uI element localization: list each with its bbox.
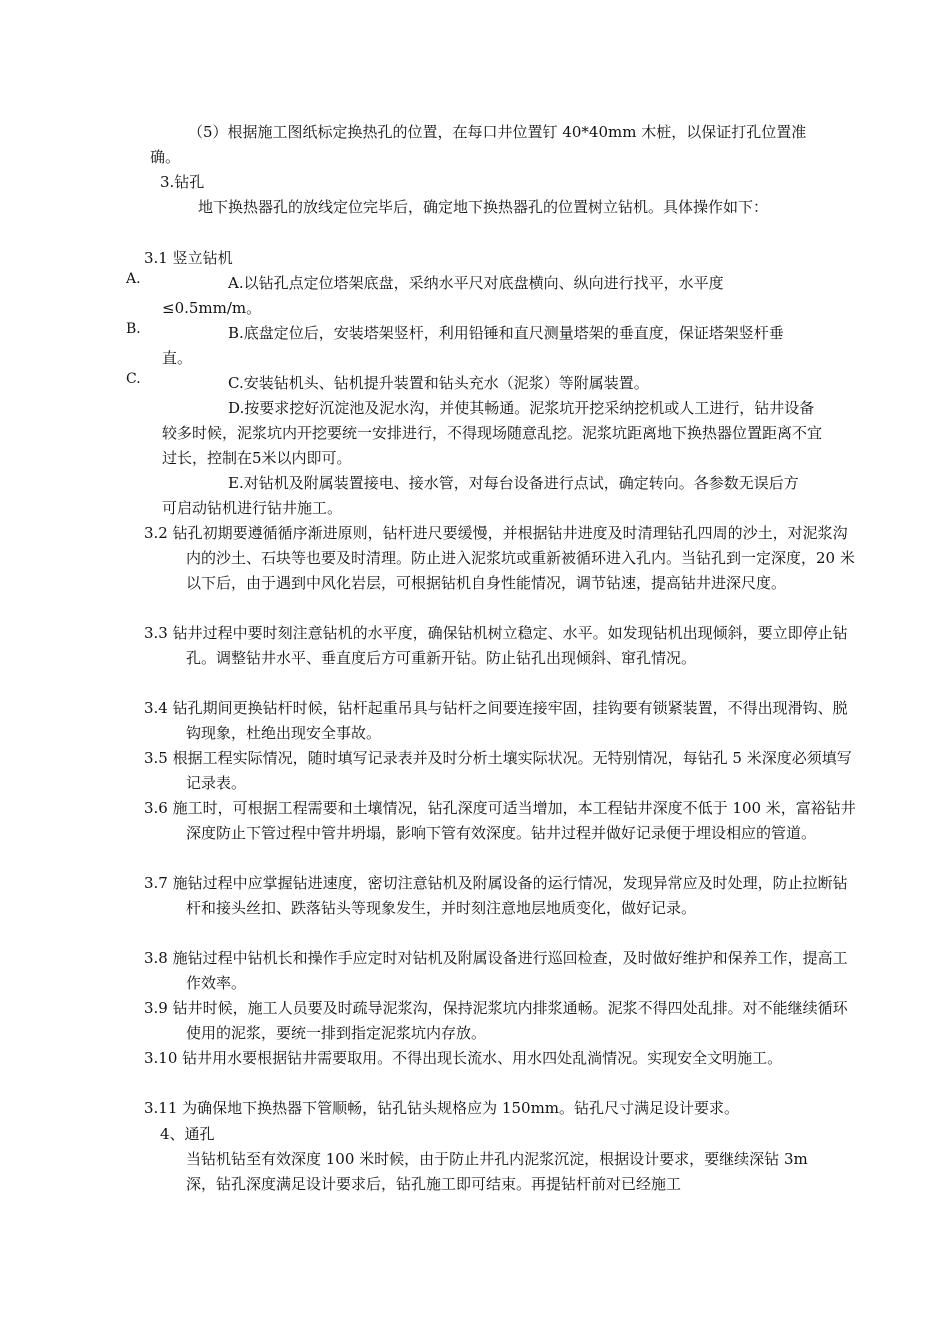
clause-3-7: 3.7 施钻过程中应掌握钻进速度，密切注意钻机及附属设备的运行情况，发现异常应及时处理，防止拉断钻杆和接头丝扣、跌落钻头等现象发生，并时刻注意地层地质变化，做好记录。 [144, 874, 848, 917]
list-item-c: C.安装钻机头、钻机提升装置和钻头充水（泥浆）等附属装置。 [228, 374, 649, 392]
clause-3-5: 3.5 根据工程实际情况，随时填写记录表并及时分析土壤实际状况。无特别情况，每钻孔 5 米深度必须填写记录表。 [144, 749, 852, 792]
list-marker-a: A. [126, 271, 141, 287]
clause-3-6: 3.6 施工时，可根据工程需要和土壤情况，钻孔深度可适当增加，本工程钻井深度不低于 100 米，富裕钻井深度防止下管过程中管井坍塌，影响下管有效深度。钻井过程并做好记录便于埋设相应的管道。 [144, 799, 856, 842]
clause-3-4: 3.4 钻孔期间更换钻杆时候，钻杆起重吊具与钻杆之间要连接牢固，挂钩要有锁紧装置，不得出现滑钩、脱钩现象，杜绝出现安全事故。 [144, 699, 848, 742]
paragraph-through-hole: 当钻机钻至有效深度 100 米时候，由于防止井孔内泥浆沉淀，根据设计要求，要继续深钻 3m 深，钻孔深度满足设计要求后，钻孔施工即可结束。再提钻杆前对已经施工 [186, 1150, 808, 1193]
list-item-b: B.底盘定位后，安装塔架竖杆，利用铅锤和直尺测量塔架的垂直度，保证塔架竖杆垂直。 [162, 324, 784, 367]
list-marker-c: C. [126, 371, 141, 387]
clause-3-2: 3.2 钻孔初期要遵循循序渐进原则，钻杆进尺要缓慢，并根据钻井进度及时清理钻孔四周的沙土，对泥浆沟内的沙土、石块等也要及时清理。防止进入泥浆坑或重新被循环进入孔内。当钻孔到一定深度，20 米以下后，由于遇到中风化岩层，可根据钻机自身性能情况，调节钻速，提高钻井进深尺度。 [144, 524, 855, 592]
clause-3-3: 3.3 钻井过程中要时刻注意钻机的水平度，确保钻机树立稳定、水平。如发现钻机出现倾斜，要立即停止钻孔。调整钻井水平、垂直度后方可重新开钻。防止钻孔出现倾斜、窜孔情况。 [144, 624, 848, 667]
section-heading-through-hole: 4、通孔 [160, 1125, 215, 1143]
paragraph-drilling-intro: 地下换热器孔的放线定位完毕后，确定地下换热器孔的位置树立钻机。具体操作如下： [198, 198, 769, 216]
list-item-d: D.按要求挖好沉淀池及泥水沟，并使其畅通。泥浆坑开挖采纳挖机或人工进行，钻井设备较多时候，泥浆坑内开挖要统一安排进行，不得现场随意乱挖。泥浆坑距离地下换热器位置距离不宜过长，控制在5米以内即可。 [162, 399, 823, 467]
clause-3-8: 3.8 施钻过程中钻机长和操作手应定时对钻机及附属设备进行巡回检查，及时做好维护和保养工作，提高工作效率。 [144, 949, 848, 992]
list-marker-b: B. [126, 321, 141, 337]
list-item-e: E.对钻机及附属装置接电、接水管，对每台设备进行点试，确定转向。各参数无误后方可启动钻机进行钻井施工。 [162, 474, 799, 517]
subsection-heading-erect-rig: 3.1 竖立钻机 [144, 249, 233, 267]
list-item-a: A.以钻孔点定位塔架底盘，采纳水平尺对底盘横向、纵向进行找平，水平度≤0.5mm/m。 [162, 274, 724, 317]
clause-3-11: 3.11 为确保地下换热器下管顺畅，钻孔钻头规格应为 150mm。钻孔尺寸满足设计要求。 [144, 1099, 740, 1117]
paragraph-stake-positioning: （5）根据施工图纸标定换热孔的位置，在每口井位置钉 40*40mm 木桩，以保证打孔位置准确。 [150, 123, 807, 166]
clause-3-10: 3.10 钻井用水要根据钻井需要取用。不得出现长流水、用水四处乱淌情况。实现安全文明施工。 [144, 1049, 783, 1067]
clause-3-9: 3.9 钻井时候，施工人员要及时疏导泥浆沟，保持泥浆坑内排浆通畅。泥浆不得四处乱排。对不能继续循环使用的泥浆，要统一排到指定泥浆坑内存放。 [144, 999, 848, 1042]
section-heading-drilling: 3.钻孔 [160, 173, 205, 191]
